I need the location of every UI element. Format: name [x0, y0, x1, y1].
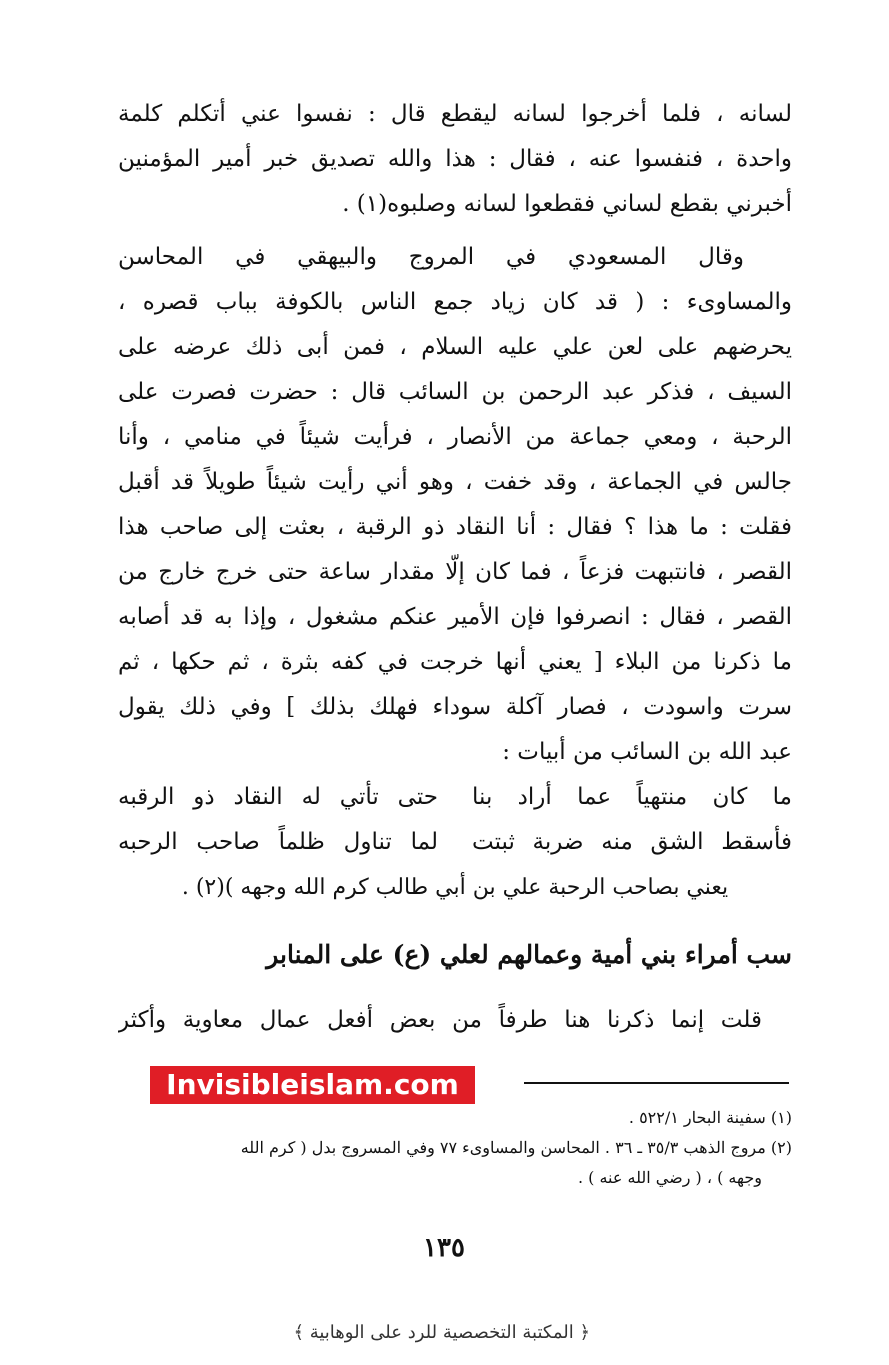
page-number: ١٣٥ [423, 1233, 465, 1263]
poem-note: يعني بصاحب الرحبة علي بن أبي طالب كرم الله وجهه )(٢) . [181, 875, 729, 900]
text-line: سرت واسودت ، فصار آكلة سوداء فهلك بذلك ] وفي ذلك يقول [118, 694, 792, 720]
poem-hemistich-right: فأسقط الشق منه ضربة ثبتت [472, 829, 792, 855]
watermark-banner: Invisibleislam.com [150, 1066, 475, 1104]
text-line: السيف ، فذكر عبد الرحمن بن السائب قال : حضرت فصرت على [118, 379, 792, 405]
poem [118, 775, 792, 910]
text-line: واحدة ، فنفسوا عنه ، فقال : هذا والله تصديق خبر أمير المؤمنين [118, 146, 792, 172]
text-line: القصر ، فقال : انصرفوا فإن الأمير عنكم مشغول ، وإذا به قد أصابه [118, 604, 792, 630]
footnote-divider [524, 1082, 789, 1084]
text-line: والمساوىء : ( قد كان زياد جمع الناس بالكوفة بباب قصره ، [118, 289, 792, 315]
text-line: جالس في الجماعة ، وقد خفت ، وهو أني رأيت شيئاً طويلاً قد أقبل [118, 469, 792, 495]
section-heading: سب أمراء بني أمية وعمالهم لعلي (ع) على المنابر [266, 940, 792, 969]
poem-hemistich-left: لما تناول ظلماً صاحب الرحبه [118, 829, 438, 855]
footnote: وجهه ) ، ( رضي الله عنه ) . [577, 1168, 762, 1187]
poem-verse [118, 775, 792, 820]
poem-hemistich-right: ما كان منتهياً عما أراد بنا [472, 784, 792, 810]
text-line: يحرضهم على لعن علي عليه السلام ، فمن أبى ذلك عرضه على [118, 334, 792, 360]
footnotes [130, 1103, 792, 1193]
text-line: فقلت : ما هذا ؟ فقال : أنا النقاد ذو الرقبة ، بعثت إلى صاحب هذا [118, 514, 792, 540]
text-line: قلت إنما ذكرنا هنا طرفاً من بعض أفعل عمال معاوية وأكثر [118, 1007, 762, 1033]
text-line: ما ذكرنا من البلاء [ يعني أنها خرجت في كفه بثرة ، ثم حكها ، ثم [118, 649, 792, 675]
text-line: لسانه ، فلما أخرجوا لسانه ليقطع قال : نفسوا عني أتكلم كلمة [118, 101, 792, 127]
text-line: القصر ، فانتبهت فزعاً ، فما كان إلّا مقدار ساعة حتى خرج خارج من [118, 559, 792, 585]
library-footer: ﴿ المكتبة التخصصية للرد على الوهابية ﴾ [293, 1322, 590, 1343]
footnote: (١) سفينة البحار ٥٢٢/١ . [628, 1108, 792, 1127]
poem-hemistich-left: حتى تأتي له النقاد ذو الرقبه [118, 784, 438, 810]
text-line: عبد الله بن السائب من أبيات : [502, 739, 792, 765]
text-line: وقال المسعودي في المروج والبيهقي في المحاسن [118, 244, 744, 270]
poem-verse [118, 820, 792, 865]
paragraph-1 [118, 92, 792, 227]
text-line: أخبرني بقطع لساني فقطعوا لسانه وصلبوه(١) . [342, 191, 792, 217]
footnote: (٢) مروج الذهب ٣٥/٣ ـ ٣٦ . المحاسن والمساوىء ٧٧ وفي المسروج بدل ( كرم الله [240, 1138, 792, 1157]
paragraph-3 [118, 998, 792, 1043]
text-line: الرحبة ، ومعي جماعة من الأنصار ، فرأيت شيئاً في منامي ، وأنا [118, 424, 792, 450]
paragraph-2 [118, 235, 792, 775]
